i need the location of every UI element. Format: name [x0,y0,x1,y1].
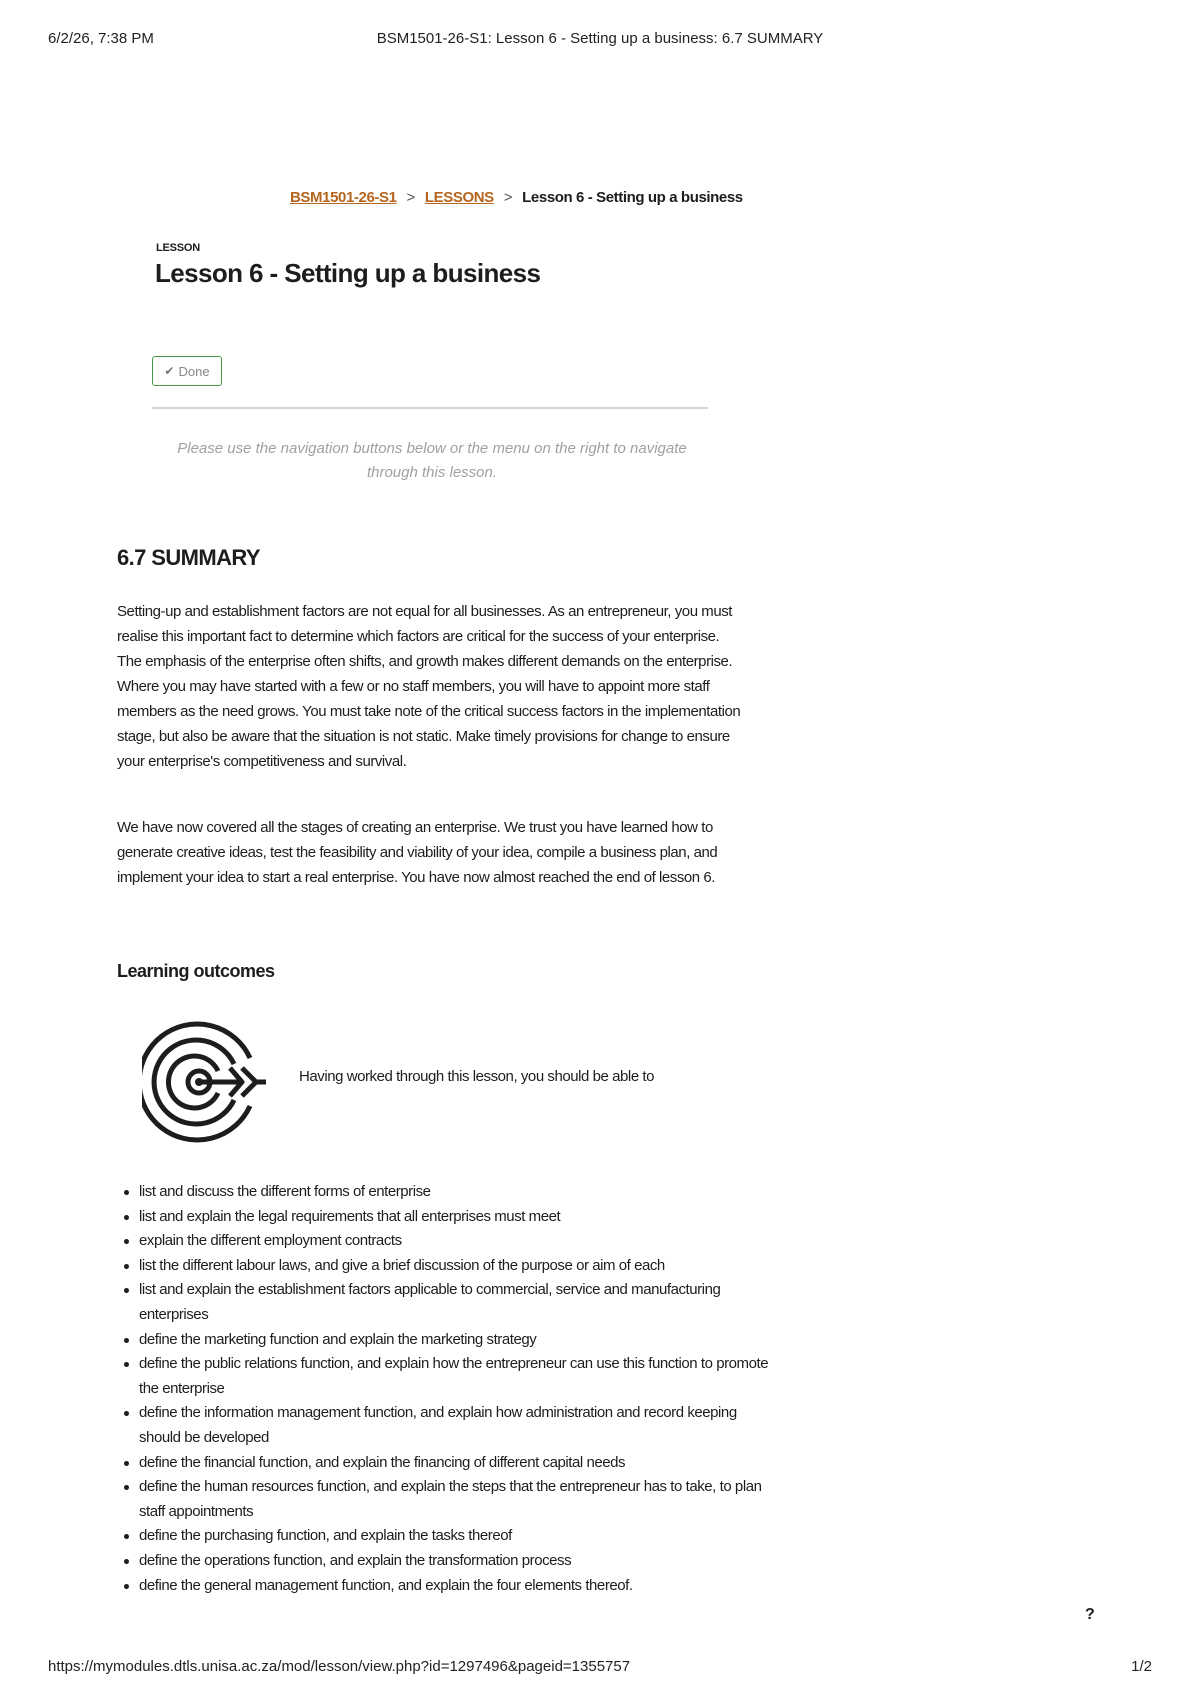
list-item: define the purchasing function, and explain the tasks thereof [139,1524,779,1549]
done-button-label: Done [178,363,210,379]
list-item: define the operations function, and explain the transformation process [139,1549,779,1574]
breadcrumb-link-lessons[interactable]: LESSONS [424,189,494,206]
print-datetime: 6/2/26, 7:38 PM [48,30,154,47]
print-header [48,30,1152,50]
help-button[interactable]: ? [1085,1606,1095,1623]
section-title: 6.7 SUMMARY [117,545,260,570]
print-footer [48,1658,1152,1678]
list-item: list and explain the establishment factors applicable to commercial, service and manufacturing enterprises [139,1278,779,1327]
chevron-right-icon: > [503,189,513,206]
target-icon [142,1020,272,1144]
list-item: define the general management function, and explain the four elements thereof. [139,1574,779,1599]
list-item: list and explain the legal requirements that all enterprises must meet [139,1205,779,1230]
chevron-right-icon: > [406,189,415,206]
summary-paragraph: Setting-up and establishment factors are not equal for all businesses. As an entrepreneur, you must realise this important fact to determine which factors are critical for the success of your enterprise. The emphasis of the enterprise often shifts, and growth makes different demands on the enterprise. Where you may have started with a few or no staff members, you will have to appoint more staff members as the need grows. You must take note of the critical success factors in the implementation stage, but also be aware that the situation is not static. Make timely provisions for change to ensure your enterprise's competitiveness and survival. [117,603,741,770]
list-item: define the human resources function, and explain the steps that the entrepreneur has to take, to plan staff appointments [139,1475,779,1524]
learning-outcomes-heading: Learning outcomes [117,961,275,981]
list-item: define the public relations function, and explain how the entrepreneur can use this function to promote the enterprise [139,1352,779,1401]
divider [152,407,708,409]
page-title: Lesson 6 - Setting up a business [155,258,541,288]
list-item: explain the different employment contracts [139,1229,779,1254]
list-item: list and discuss the different forms of enterprise [139,1180,779,1205]
list-item: define the information management function, and explain how administration and record keeping should be developed [139,1401,779,1450]
list-item: list the different labour laws, and give a brief discussion of the purpose or aim of each [139,1254,779,1279]
done-button[interactable] [152,356,222,386]
learning-outcomes-intro: Having worked through this lesson, you should be able to [299,1068,655,1085]
lesson-label: LESSON [156,242,201,254]
page-number: 1/2 [1131,1658,1152,1675]
list-item: define the marketing function and explain the marketing strategy [139,1328,779,1353]
check-icon: ✔ [164,364,175,378]
breadcrumb-link-course[interactable]: BSM1501-26-S1 [290,189,397,206]
summary-paragraph: We have now covered all the stages of creating an enterprise. We trust you have learned how to generate creative ideas, test the feasibility and viability of your idea, compile a business plan, and implement your idea to start a real enterprise. You have now almost reached the end of lesson 6. [117,819,718,886]
print-page-title: BSM1501-26-S1: Lesson 6 - Setting up a business: 6.7 SUMMARY [376,30,824,47]
navigation-hint: Please use the navigation buttons below or the menu on the right to navigate through this lesson. [177,440,687,481]
print-url: https://mymodules.dtls.unisa.ac.za/mod/lesson/view.php?id=1297496&pageid=1355757 [48,1658,631,1675]
learning-outcomes-list [117,1180,779,1598]
breadcrumb [290,189,743,206]
breadcrumb-current: Lesson 6 - Setting up a business [522,189,743,206]
list-item: define the financial function, and explain the financing of different capital needs [139,1451,779,1476]
